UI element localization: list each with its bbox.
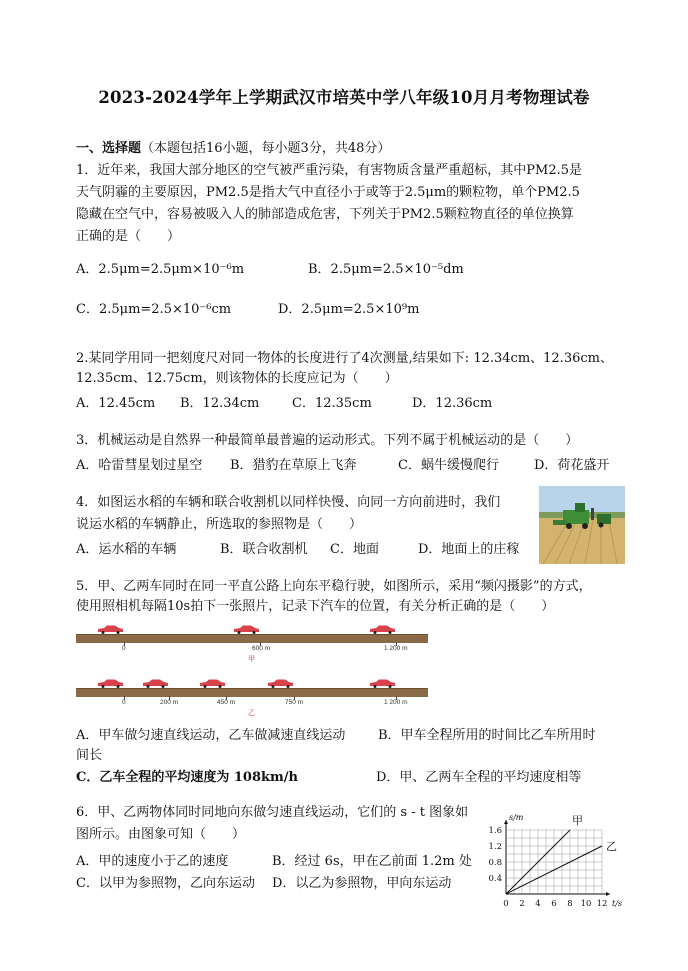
q1-option-d: D．2.5μm=2.5×10⁹m [278, 302, 420, 317]
car-icon [96, 625, 124, 634]
st-chart [478, 812, 628, 918]
yi-tick-450: 450 m [217, 699, 236, 706]
x-tick-label: 4 [535, 899, 541, 909]
yi-tick-1200: 1 200 m [384, 699, 408, 706]
q3-option-d: D．荷花盛开 [534, 458, 610, 473]
q5-line-1: 5．甲、乙两车同时在同一平直公路上向东平稳行驶，如图所示，采用“频闪摄影”的方式， [76, 579, 592, 594]
q4-option-c: C．地面 [330, 542, 379, 557]
yi-tick-200: 200 m [160, 699, 179, 706]
q4-option-b: B．联合收割机 [220, 542, 308, 557]
q6-line-2: 图所示。由图象可知（ ） [76, 827, 246, 842]
road-jia [76, 634, 428, 643]
q1-option-c: C．2.5μm=2.5×10⁻⁶cm [76, 302, 232, 317]
q6-option-c: C．以甲为参照物，乙向东运动 [76, 876, 255, 891]
page-title: 2023-2024学年上学期武汉市培英中学八年级10月月考物理试卷 [98, 88, 590, 107]
q2-line-2: 12.35cm、12.75cm，则该物体的长度应记为（ ） [76, 371, 398, 386]
q1-line-1: 1．近年来，我国大部分地区的空气被严重污染，有害物质含量严重超标，其中PM2.5是 [76, 163, 583, 178]
x-tick-label: 12 [596, 899, 608, 909]
y-tick-label: 0.4 [488, 874, 502, 884]
q1-option-b: B．2.5μm=2.5×10⁻⁵dm [308, 262, 464, 277]
x-tick-label: 6 [551, 899, 557, 909]
q1-line-3: 隐藏在空气中，容易被吸入人的肺部造成危害，下列关于PM2.5颗粒物直径的单位换算 [76, 207, 574, 222]
yi-tick-750: 750 m [285, 699, 304, 706]
x-tick-label: 10 [580, 899, 592, 909]
q2-line-1: 2.某同学用同一把刻度尺对同一物体的长度进行了4次测量,结果如下: 12.34cm、12.36cm、 [76, 351, 613, 366]
q3-option-a: A．哈雷彗星划过星空 [76, 458, 203, 473]
y-tick-label: 1.2 [488, 842, 502, 852]
y-tick-label: 1.6 [488, 826, 502, 836]
yi-tick-0: 0 [122, 699, 126, 706]
q3-option-b: B．猎豹在草原上飞奔 [230, 458, 357, 473]
road-yi [76, 688, 428, 697]
x-axis-arrow [606, 892, 610, 896]
jia-label: 甲 [248, 656, 255, 663]
q5-option-d: D．甲、乙两车全程的平均速度相等 [376, 770, 582, 785]
q6-option-d: D．以乙为参照物，甲向东运动 [272, 876, 452, 891]
x-tick-label: 8 [567, 899, 573, 909]
chart-grid [506, 830, 602, 894]
q4-line-1: 4．如图运水稻的车辆和联合收割机以同样快慢、向同一方向前进时，我们 [76, 495, 501, 510]
x-axis-label: t/s [612, 899, 623, 908]
series-label-1: 乙 [606, 840, 617, 853]
car-icon [368, 625, 396, 634]
q3-option-c: C．蜗牛缓慢爬行 [398, 458, 499, 473]
q1-option-a: A．2.5μm=2.5μm×10⁻⁶m [76, 262, 245, 277]
q4-option-d: D．地面上的庄稼 [418, 542, 520, 557]
q6-option-a: A．甲的速度小于乙的速度 [76, 854, 229, 869]
q1-line-4: 正确的是（ ） [76, 229, 181, 244]
car-icon [96, 679, 124, 688]
q2-option-d: D．12.36cm [412, 396, 493, 411]
section-head: 一、选择题 [76, 141, 142, 156]
q3-line-1: 3．机械运动是自然界一种最简单最普遍的运动形式。下列不属于机械运动的是（ ） [76, 433, 579, 448]
q5-line-2: 使用照相机每隔10s拍下一张照片，记录下汽车的位置，有关分析正确的是（ ） [76, 599, 555, 614]
harvester-photo [539, 486, 625, 564]
car-icon [266, 679, 294, 688]
car-icon [141, 679, 169, 688]
y-axis-label: s/m [509, 813, 524, 822]
section-header [76, 140, 390, 158]
section-note: （本题包括16小题，每小题3分，共48分） [141, 141, 391, 156]
q5-option-a: A．甲车做匀速直线运动，乙车做减速直线运动 [76, 728, 346, 743]
q5-option-b: B．甲车全程所用的时间比乙车所用时 [378, 728, 596, 743]
q5-option-c: C．乙车全程的平均速度为 108km/h [76, 770, 298, 785]
q6-option-b: B．经过 6s，甲在乙前面 1.2m 处 [272, 854, 472, 869]
q2-option-b: B．12.34cm [180, 396, 260, 411]
q2-option-c: C．12.35cm [292, 396, 372, 411]
car-icon [232, 625, 260, 634]
x-tick-label: 2 [519, 899, 525, 909]
car-icon [198, 679, 226, 688]
q5-option-b-cont: 间长 [76, 748, 103, 763]
q4-line-2: 说运水稻的车辆静止，所选取的参照物是（ ） [76, 517, 363, 532]
yi-label: 乙 [248, 710, 255, 717]
x-tick-label: 0 [503, 899, 509, 909]
q4-option-a: A．运水稻的车辆 [76, 542, 177, 557]
car-icon [368, 679, 396, 688]
jia-tick-1200: 1 200 m [384, 645, 408, 652]
q6-line-1: 6．甲、乙两物体同时同地向东做匀速直线运动，它们的 s - t 图象如 [76, 805, 469, 820]
jia-tick-0: 0 [122, 645, 126, 652]
q2-option-a: A．12.45cm [76, 396, 156, 411]
q1-line-2: 天气阴霾的主要原因，PM2.5是指大气中直径小于或等于2.5μm的颗粒物，单个PM2.5 [76, 185, 580, 200]
y-tick-label: 0.8 [488, 858, 502, 868]
y-axis-arrow [504, 820, 508, 824]
series-label-0: 甲 [572, 814, 583, 827]
jia-tick-600: 600 m [252, 645, 271, 652]
